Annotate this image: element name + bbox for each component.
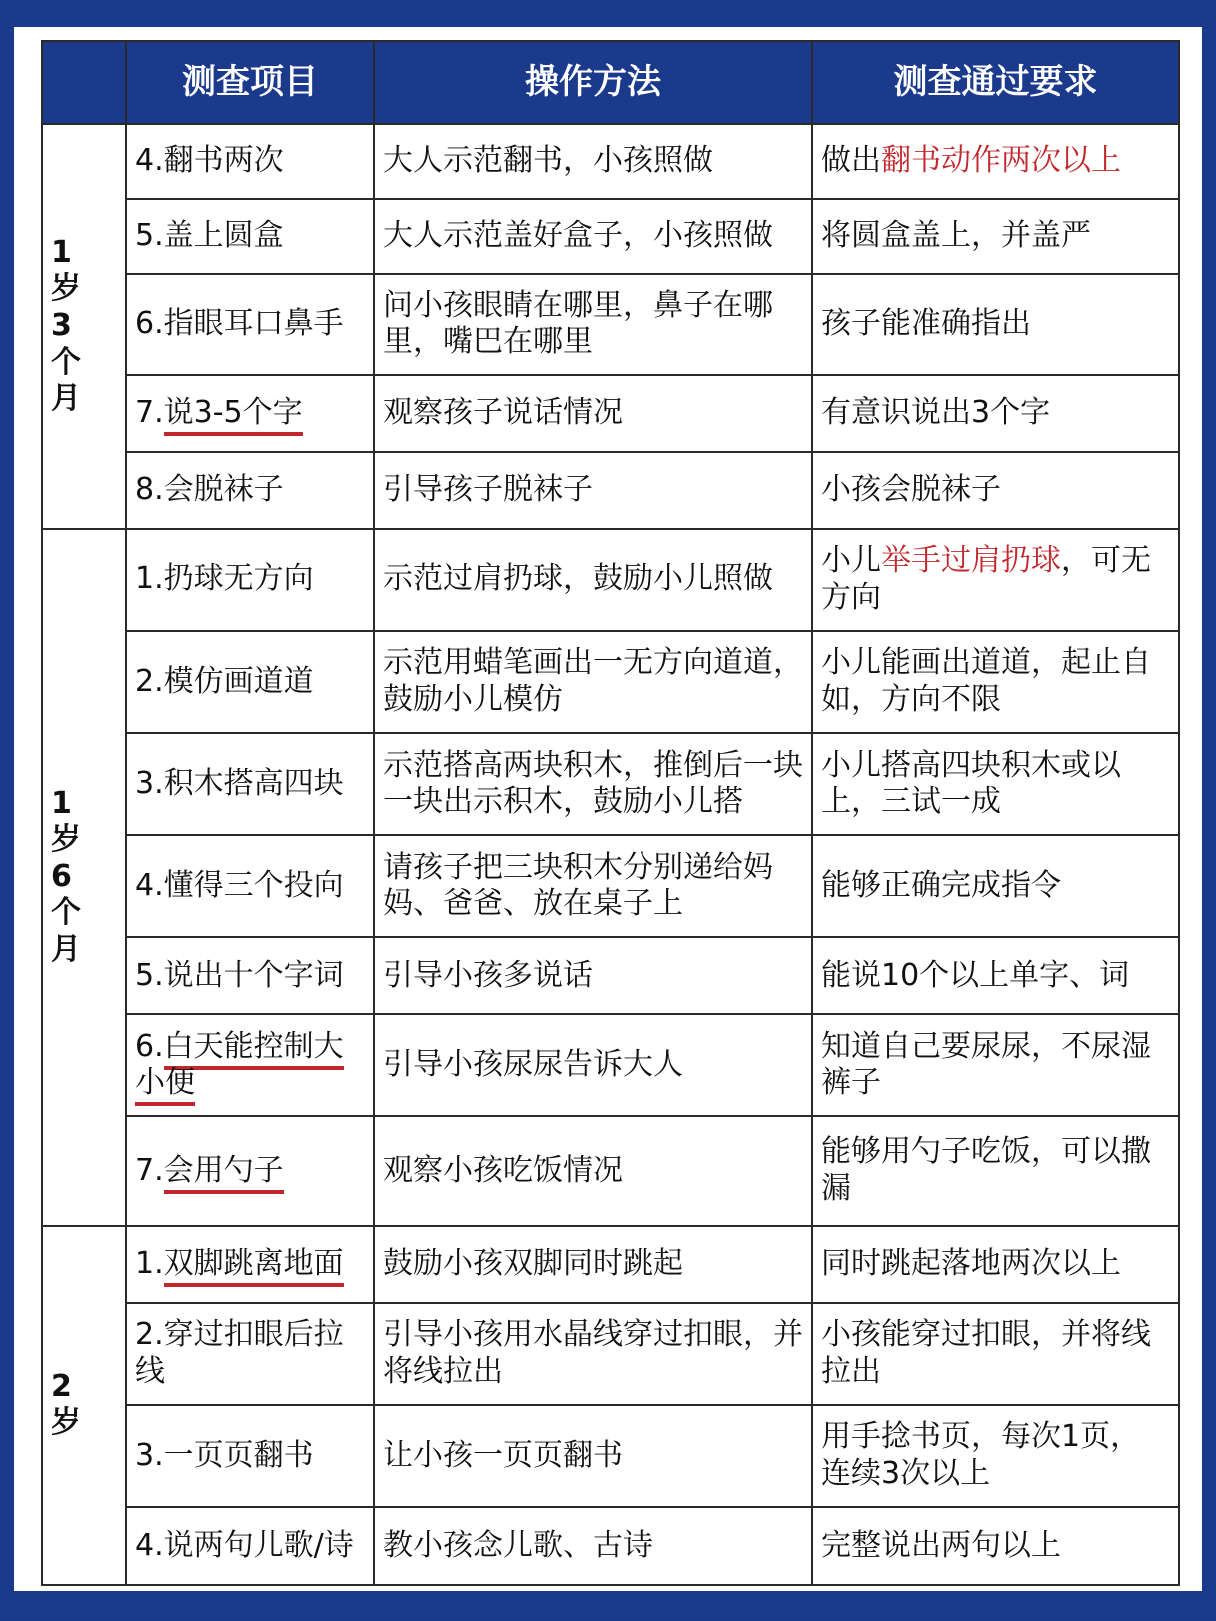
requirement-cell: 同时跳起落地两次以上 — [812, 1226, 1179, 1303]
item-cell: 2.穿过扣眼后拉线 — [126, 1303, 374, 1405]
frame-border-bottom — [0, 1591, 1216, 1621]
method-cell: 示范搭高两块积木，推倒后一块一块出示积木，鼓励小儿搭 — [374, 733, 812, 835]
highlight-text: 翻书动作两次以上 — [881, 143, 1121, 179]
item-cell: 5.说出十个字词 — [126, 937, 374, 1014]
requirement-cell: 有意识说出3个字 — [812, 375, 1179, 452]
underlined-text: 说3-5个字 — [164, 395, 303, 436]
method-cell: 引导孩子脱袜子 — [374, 452, 812, 529]
method-cell: 观察小孩吃饭情况 — [374, 1116, 812, 1225]
milestone-table — [41, 40, 1180, 1586]
item-cell: 2.模仿画道道 — [126, 631, 374, 733]
requirement-cell: 小儿搭高四块积木或以上，三试一成 — [812, 733, 1179, 835]
requirement-cell: 用手捻书页，每次1页，连续3次以上 — [812, 1405, 1179, 1507]
item-cell: 7.会用勺子 — [126, 1116, 374, 1225]
requirement-cell: 小孩会脱袜子 — [812, 452, 1179, 529]
header-age — [42, 41, 126, 124]
underlined-text: 双脚跳离地面 — [164, 1246, 344, 1287]
frame-border-left — [0, 0, 14, 1621]
table-row — [42, 835, 1179, 937]
item-cell: 5.盖上圆盒 — [126, 199, 374, 274]
item-cell: 1.扔球无方向 — [126, 529, 374, 631]
requirement-cell: 孩子能准确指出 — [812, 274, 1179, 375]
item-cell: 6.白天能控制大小便 — [126, 1014, 374, 1116]
table-row — [42, 274, 1179, 375]
method-cell: 引导小孩用水晶线穿过扣眼，并将线拉出 — [374, 1303, 812, 1405]
method-cell: 示范过肩扔球，鼓励小儿照做 — [374, 529, 812, 631]
requirement-cell: 小孩能穿过扣眼，并将线拉出 — [812, 1303, 1179, 1405]
table-row — [42, 1405, 1179, 1507]
table-row — [42, 124, 1179, 199]
table-row — [42, 1507, 1179, 1585]
table-row — [42, 1014, 1179, 1116]
header-requirement: 测查通过要求 — [812, 41, 1179, 124]
age-label-1y3m: 1 岁 3 个 月 — [42, 124, 126, 529]
method-cell: 教小孩念儿歌、古诗 — [374, 1507, 812, 1585]
underlined-text: 会用勺子 — [164, 1153, 284, 1194]
table-row — [42, 631, 1179, 733]
requirement-cell: 能说10个以上单字、词 — [812, 937, 1179, 1014]
requirement-cell: 能够用勺子吃饭，可以撒漏 — [812, 1116, 1179, 1225]
item-cell: 6.指眼耳口鼻手 — [126, 274, 374, 375]
header-row — [42, 41, 1179, 124]
method-cell: 大人示范盖好盒子，小孩照做 — [374, 199, 812, 274]
age-label-1y6m: 1 岁 6 个 月 — [42, 529, 126, 1226]
table-row — [42, 1116, 1179, 1225]
method-cell: 引导小孩多说话 — [374, 937, 812, 1014]
requirement-cell: 知道自己要尿尿，不尿湿裤子 — [812, 1014, 1179, 1116]
method-cell: 大人示范翻书，小孩照做 — [374, 124, 812, 199]
requirement-cell: 能够正确完成指令 — [812, 835, 1179, 937]
table-row — [42, 452, 1179, 529]
method-cell: 引导小孩尿尿告诉大人 — [374, 1014, 812, 1116]
method-cell: 观察孩子说话情况 — [374, 375, 812, 452]
table-row — [42, 733, 1179, 835]
table-row — [42, 375, 1179, 452]
frame-border-top — [0, 0, 1216, 27]
header-method: 操作方法 — [374, 41, 812, 124]
method-cell: 示范用蜡笔画出一无方向道道，鼓励小儿模仿 — [374, 631, 812, 733]
table-row — [42, 1303, 1179, 1405]
table-row — [42, 529, 1179, 631]
method-cell: 请孩子把三块积木分别递给妈妈、爸爸、放在桌子上 — [374, 835, 812, 937]
table-row — [42, 1226, 1179, 1303]
frame-border-right — [1202, 0, 1216, 1621]
item-cell: 7.说3-5个字 — [126, 375, 374, 452]
header-item: 测查项目 — [126, 41, 374, 124]
requirement-cell: 将圆盒盖上，并盖严 — [812, 199, 1179, 274]
method-cell: 鼓励小孩双脚同时跳起 — [374, 1226, 812, 1303]
item-cell: 3.一页页翻书 — [126, 1405, 374, 1507]
item-cell: 8.会脱袜子 — [126, 452, 374, 529]
item-cell: 1.双脚跳离地面 — [126, 1226, 374, 1303]
item-cell: 4.说两句儿歌/诗 — [126, 1507, 374, 1585]
table-row — [42, 937, 1179, 1014]
item-cell: 4.翻书两次 — [126, 124, 374, 199]
item-cell: 4.懂得三个投向 — [126, 835, 374, 937]
requirement-cell: 小儿举手过肩扔球，可无方向 — [812, 529, 1179, 631]
requirement-cell: 完整说出两句以上 — [812, 1507, 1179, 1585]
requirement-cell: 做出翻书动作两次以上 — [812, 124, 1179, 199]
method-cell: 问小孩眼睛在哪里，鼻子在哪里，嘴巴在哪里 — [374, 274, 812, 375]
item-cell: 3.积木搭高四块 — [126, 733, 374, 835]
table-row — [42, 199, 1179, 274]
underlined-text: 白天能控制大小便 — [135, 1029, 344, 1107]
method-cell: 让小孩一页页翻书 — [374, 1405, 812, 1507]
requirement-cell: 小儿能画出道道，起止自如，方向不限 — [812, 631, 1179, 733]
age-label-2y: 2 岁 — [42, 1226, 126, 1585]
highlight-text: 举手过肩扔球 — [881, 543, 1061, 579]
